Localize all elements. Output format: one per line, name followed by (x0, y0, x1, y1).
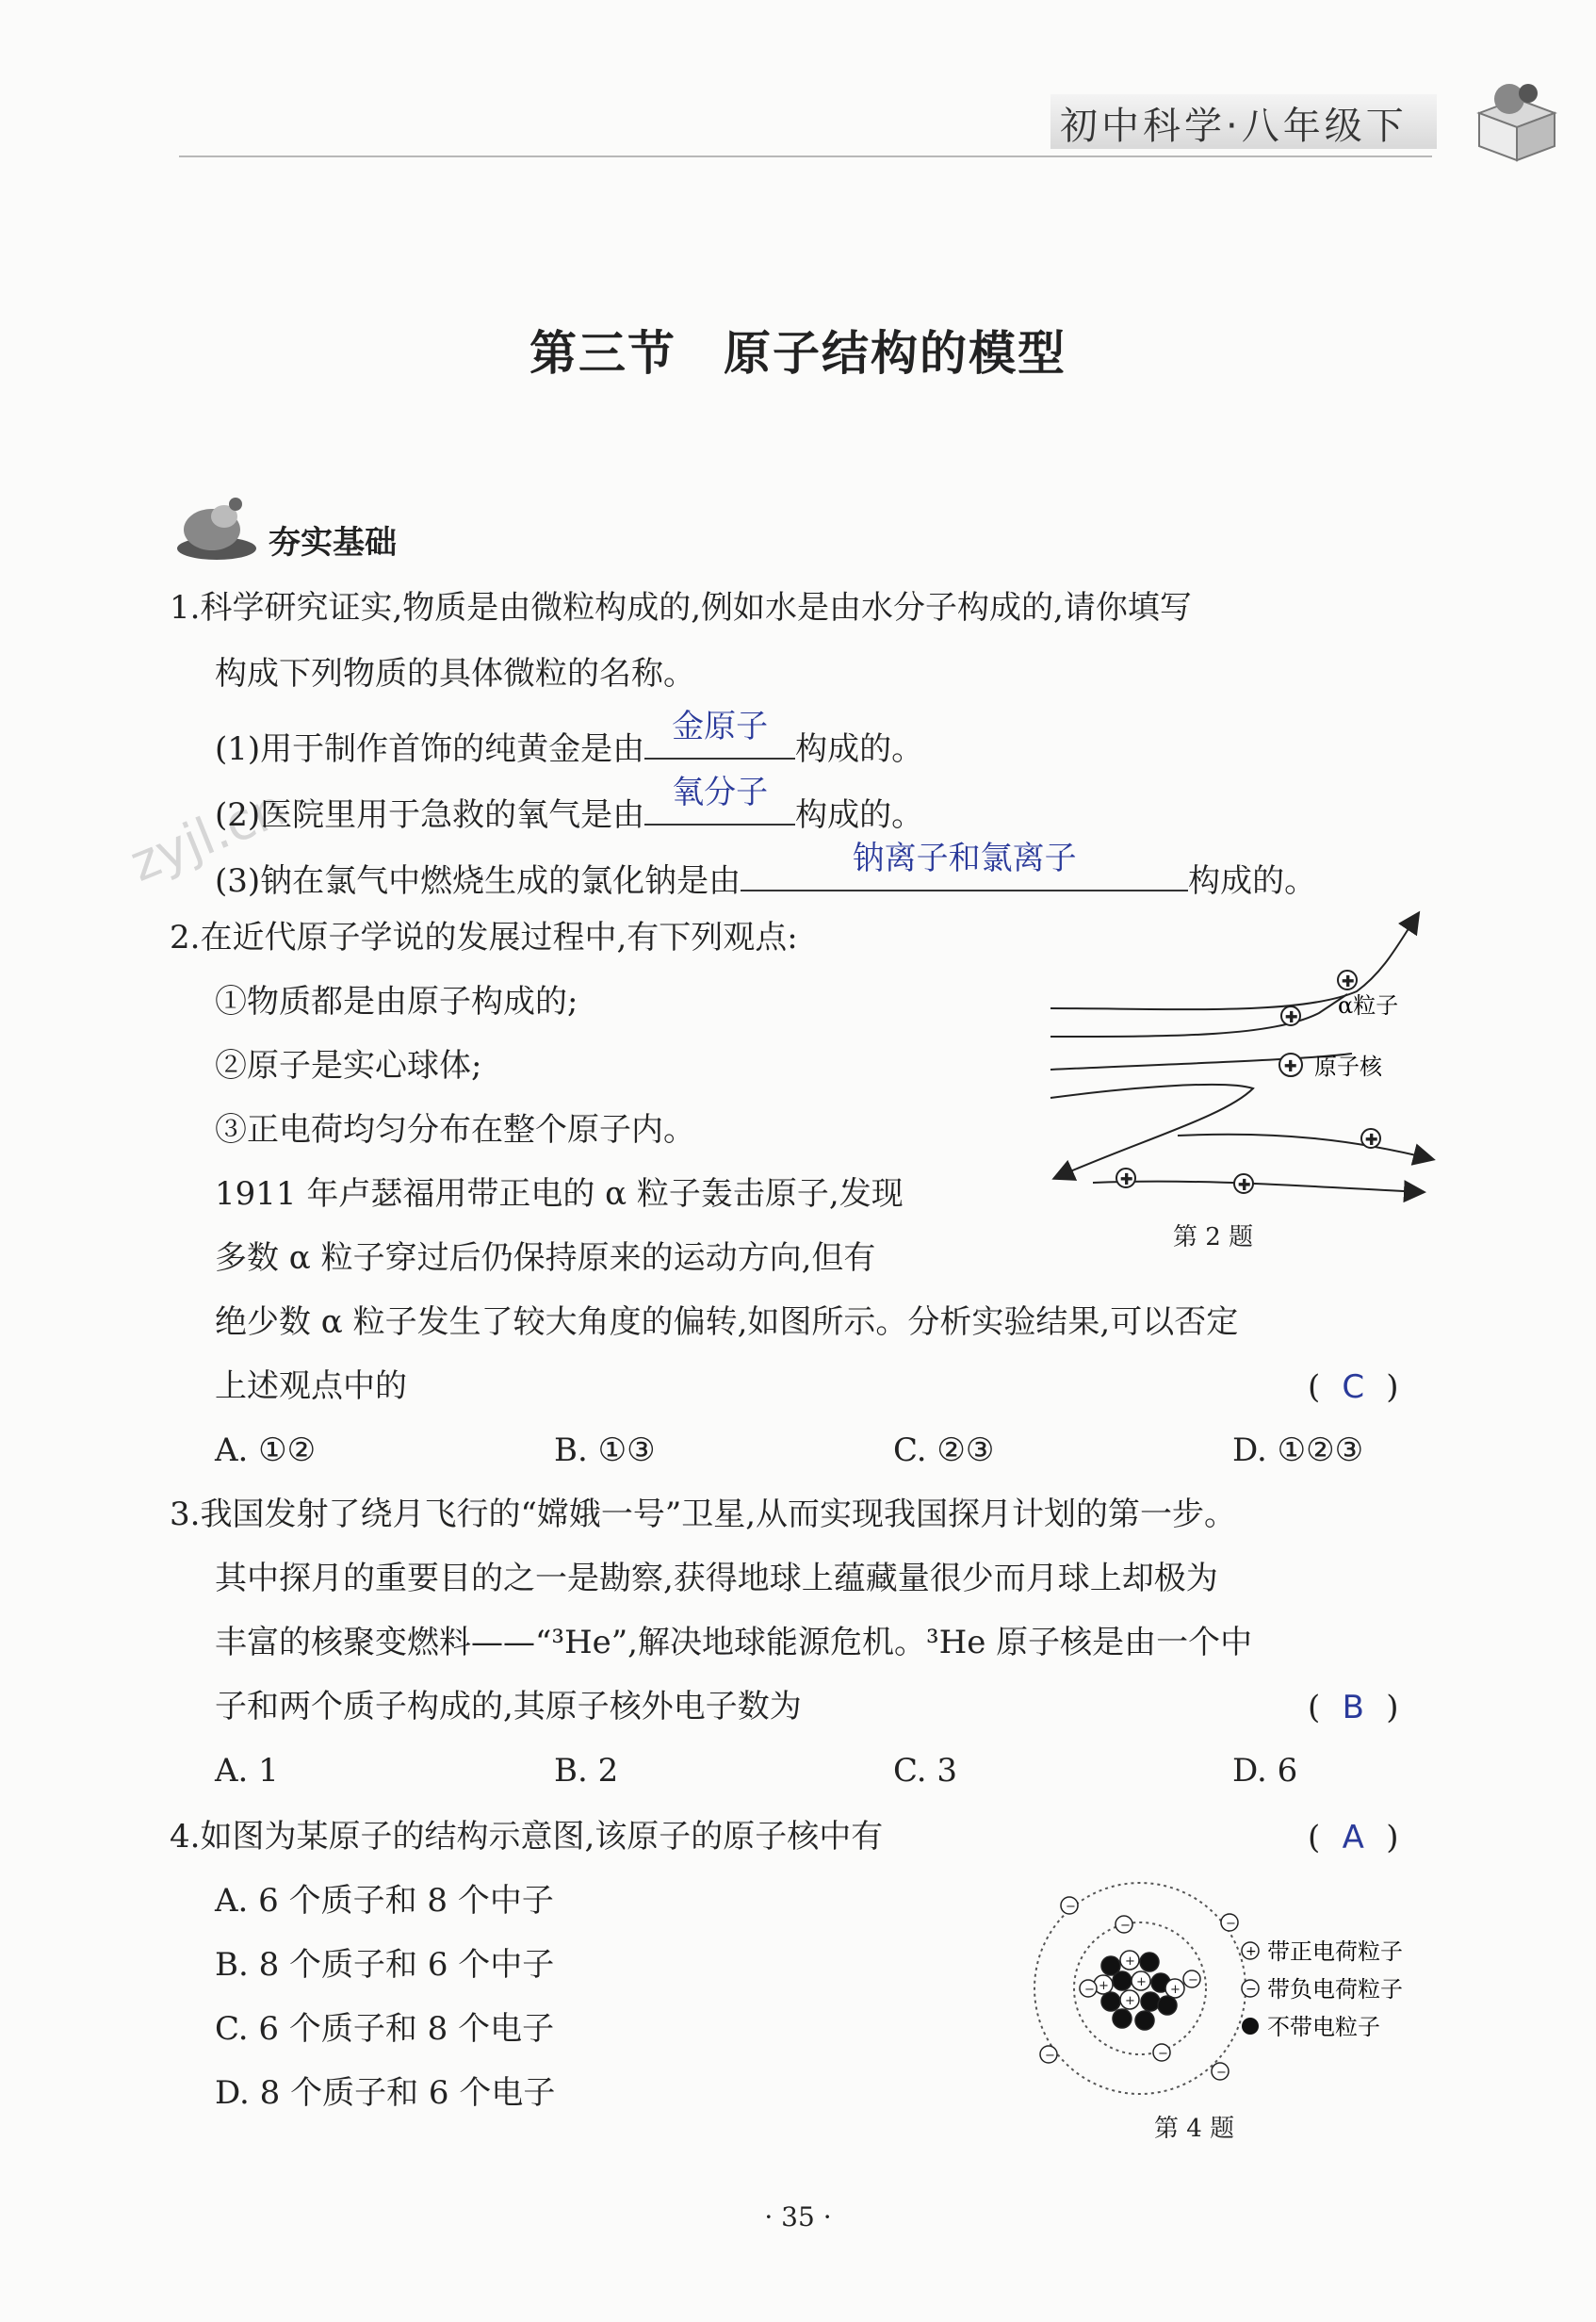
title-section-name: 原子结构的模型 (724, 325, 1067, 381)
q3-answer-paren: ( B ) (1308, 1689, 1399, 1726)
q2-view2: ②原子是实心球体; (215, 1047, 482, 1085)
q4-stem: 4.如图为某原子的结构示意图,该原子的原子核中有 (170, 1818, 884, 1856)
q3-option-b: B. 2 (554, 1752, 619, 1790)
header-rule (179, 155, 1432, 157)
atom-legend (1239, 1937, 1437, 2040)
svg-text:+: + (1099, 1979, 1109, 1993)
q1-sub2-prefix: (2)医院里用于急救的氧气是由 (215, 796, 645, 834)
q1-sub1-prefix: (1)用于制作首饰的纯黄金是由 (215, 730, 645, 768)
q2-para4: 上述观点中的 (215, 1367, 407, 1405)
q1-sub1-blank (644, 708, 795, 760)
svg-text:−: − (1188, 1973, 1198, 1987)
q4-answer-paren: ( A ) (1308, 1819, 1399, 1856)
atom-structure-diagram (1013, 1875, 1267, 2101)
cube-decoration-icon (1460, 71, 1564, 165)
svg-text:−: − (1045, 2049, 1055, 2063)
q4-option-b: B. 8 个质子和 6 个中子 (215, 1946, 555, 1984)
svg-text:−: − (1120, 1919, 1131, 1933)
svg-text:−: − (1158, 2047, 1168, 2061)
alpha-scattering-diagram (1036, 905, 1441, 1244)
q1-sub3-prefix: (3)钠在氯气中燃烧生成的氯化钠是由 (215, 862, 741, 900)
q4-answer: A (1342, 1819, 1364, 1856)
q1-sub1-suffix: 构成的。 (795, 730, 924, 768)
q1-stem-line2: 构成下列物质的具体微粒的名称。 (215, 655, 695, 693)
fig2-caption: 第 2 题 (1173, 1223, 1254, 1251)
q2-option-c: C. ②③ (893, 1431, 995, 1469)
section-label: 夯实基础 (269, 524, 397, 562)
q3-option-a: A. 1 (215, 1752, 279, 1790)
svg-text:+: + (1120, 1169, 1133, 1187)
svg-text:+: + (1246, 1944, 1257, 1959)
q1-sub1 (215, 708, 924, 768)
page-title (0, 316, 1596, 384)
q1-sub3-answer: 钠离子和氯离子 (852, 840, 1077, 877)
svg-text:+: + (1170, 1983, 1181, 1997)
q2-para1: 1911 年卢瑟福用带正电的 α 粒子轰击原子,发现 (215, 1175, 904, 1213)
svg-text:−: − (1216, 2066, 1227, 2080)
q4-option-c: C. 6 个质子和 8 个电子 (215, 2010, 555, 2048)
q3-answer: B (1342, 1689, 1364, 1726)
q1-sub2 (215, 774, 924, 834)
svg-text:+: + (1125, 1954, 1135, 1969)
q1-stem-line1: 1.科学研究证实,物质是由微粒构成的,例如水是由水分子构成的,请你填写 (170, 589, 1192, 627)
fig2-alpha-label: α粒子 (1338, 992, 1399, 1019)
q2-answer-paren: ( C ) (1308, 1368, 1399, 1406)
legend-negative-label: 带负电荷粒子 (1267, 1976, 1403, 2003)
q1-sub3-blank (741, 840, 1188, 891)
q2-para2: 多数 α 粒子穿过后仍保持原来的运动方向,但有 (215, 1239, 876, 1277)
svg-text:+: + (1284, 1056, 1297, 1074)
page-number: · 35 · (764, 2201, 832, 2232)
q2-stem: 2.在近代原子学说的发展过程中,有下列观点: (170, 919, 798, 957)
svg-text:+: + (1136, 1975, 1147, 1989)
svg-text:−: − (1246, 1982, 1257, 1997)
legend-neutral-label: 不带电粒子 (1267, 2014, 1380, 2040)
q3-line4: 子和两个质子构成的,其原子核外电子数为 (215, 1688, 802, 1725)
svg-text:−: − (1084, 1983, 1095, 1997)
q3-option-d: D. 6 (1232, 1752, 1298, 1790)
q2-view1: ①物质都是由原子构成的; (215, 983, 578, 1021)
q1-sub1-answer: 金原子 (672, 708, 769, 745)
q2-para3: 绝少数 α 粒子发生了较大角度的偏转,如图所示。分析实验结果,可以否定 (215, 1303, 1239, 1341)
svg-text:+: + (1285, 1007, 1298, 1025)
svg-text:−: − (1066, 1900, 1076, 1914)
q1-sub2-blank (644, 774, 795, 826)
legend-positive-label: 带正电荷粒子 (1267, 1938, 1403, 1965)
q3-option-c: C. 3 (893, 1752, 958, 1790)
q1-sub3 (215, 840, 1317, 900)
q1-sub3-suffix: 构成的。 (1188, 862, 1317, 900)
svg-text:+: + (1365, 1130, 1378, 1148)
rock-figure-icon (170, 490, 264, 565)
title-section-number: 第三节 (529, 325, 676, 381)
q3-line3: 丰富的核聚变燃料——“³He”,解决地球能源危机。³He 原子核是由一个中 (215, 1624, 1253, 1661)
q2-option-b: B. ①③ (554, 1431, 656, 1469)
fig4-caption: 第 4 题 (1154, 2115, 1235, 2143)
q2-option-a: A. ①② (215, 1431, 317, 1469)
q2-answer: C (1342, 1368, 1365, 1406)
q4-option-a: A. 6 个质子和 8 个中子 (215, 1882, 554, 1920)
q1-sub2-answer: 氧分子 (672, 774, 769, 811)
svg-text:−: − (1226, 1917, 1236, 1931)
book-title: 初中科学·八年级下 (1060, 105, 1408, 148)
watermark: zyjl.cn (122, 777, 294, 893)
svg-text:+: + (1342, 972, 1355, 989)
q4-option-d: D. 8 个质子和 6 个电子 (215, 2074, 556, 2112)
svg-text:+: + (1238, 1175, 1251, 1193)
fig2-nucleus-label: 原子核 (1314, 1054, 1382, 1080)
q3-line2: 其中探月的重要目的之一是勘察,获得地球上蕴藏量很少而月球上却极为 (215, 1560, 1218, 1597)
q3-line1: 3.我国发射了绕月飞行的“嫦娥一号”卫星,从而实现我国探月计划的第一步。 (170, 1496, 1237, 1533)
svg-text:+: + (1125, 1994, 1135, 2008)
q1-sub2-suffix: 构成的。 (795, 796, 924, 834)
q2-option-d: D. ①②③ (1232, 1431, 1364, 1469)
q2-view3: ③正电荷均匀分布在整个原子内。 (215, 1111, 695, 1149)
